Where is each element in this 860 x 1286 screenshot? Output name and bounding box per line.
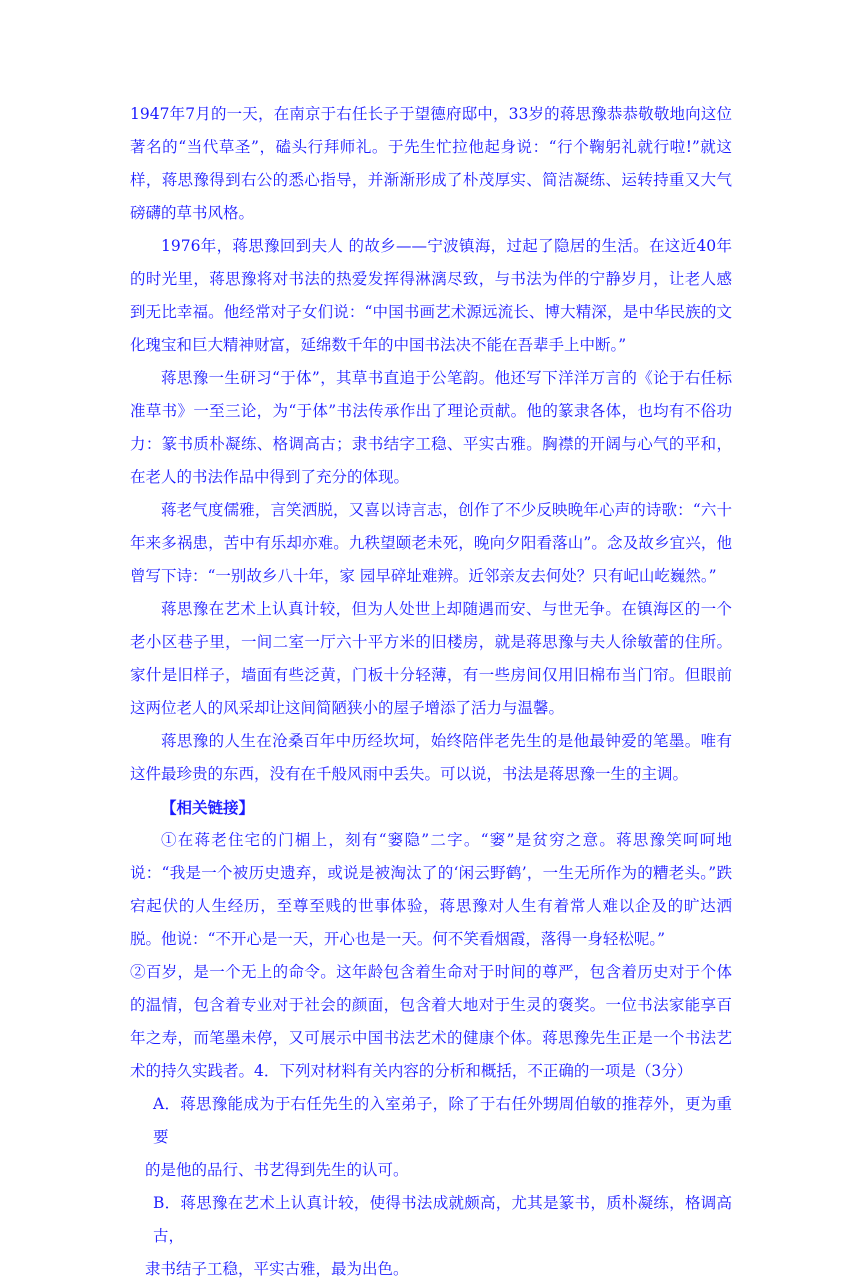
related-links-heading: 【相关链接】 — [161, 798, 255, 817]
option-a-line-2: 的是他的品行、书艺得到先生的认可。 — [145, 1161, 409, 1179]
paragraph-6: 蒋思豫的人生在沧桑百年中历经坎坷，始终陪伴老先生的是他最钟爱的笔墨。唯有这件最珍贵的东西，没有在千般风雨中丢失。可以说，书法是蒋思豫一生的主调。 — [130, 732, 732, 783]
option-a-line-1: A．蒋思豫能成为于右任先生的入室弟子，除了于右任外甥周伯敏的推荐外，更为重要 — [153, 1095, 732, 1146]
option-b-line-1: B．蒋思豫在艺术上认真计较，使得书法成就颇高，尤其是篆书，质朴凝练，格调高古， — [153, 1194, 732, 1245]
related-link-1: ①在蒋老住宅的门楣上，刻有“窭隐”二字。“窭”是贫穷之意。蒋思豫笑呵呵地说：“我是一个被历史遗弃，或说是被淘汰了的‘闲云野鹤’，一生无所作为的糟老头。”跌宕起伏的人生经历，至尊至贱的世事体验，蒋思豫对人生有着常人难以企及的旷达洒脱。他说：“不开心是一天，开心也是一天。何不笑看烟霞，落得一身轻松呢。” — [130, 831, 732, 948]
paragraph-1: 1947年7月的一天，在南京于右任长子于望德府邸中，33岁的蒋思豫恭恭敬敬地向这位著名的“当代草圣”，磕头行拜师礼。于先生忙拉他起身说：“行个鞠躬礼就行啦!”就这样，蒋思豫得到右公的悉心指导，并渐渐形成了朴茂厚实、简洁凝练、运转持重又大气磅礴的草书风格。 — [130, 105, 732, 222]
paragraph-3: 蒋思豫一生研习“于体”，其草书直追于公笔韵。他还写下洋洋万言的《论于右任标准草书》一至三论，为“于体”书法传承作出了理论贡献。他的篆隶各体，也均有不俗功力：篆书质朴凝练、格调高古；隶书结字工稳、平实古雅。胸襟的开阔与心气的平和，在老人的书法作品中得到了充分的体现。 — [130, 369, 732, 486]
paragraph-2: 1976年，蒋思豫回到夫人 的故乡——宁波镇海，过起了隐居的生活。在这近40年的时光里，蒋思豫将对书法的热爱发挥得淋漓尽致，与书法为伴的宁静岁月，让老人感到无比幸福。他经常对子女们说：“中国书画艺术源远流长、博大精深，是中华民族的文化瑰宝和巨大精神财富，延绵数千年的中国书法决不能在吾辈手上中断。” — [130, 237, 732, 354]
paragraph-5: 蒋思豫在艺术上认真计较，但为人处世上却随遇而安、与世无争。在镇海区的一个老小区巷子里，一间二室一厅六十平方米的旧楼房，就是蒋思豫与夫人徐敏蕾的住所。家什是旧样子，墙面有些泛黄，门板十分轻薄，有一些房间仅用旧棉布当门帘。但眼前这两位老人的风采却让这间简陋狭小的屋子增添了活力与温馨。 — [130, 600, 732, 717]
option-b-line-2: 隶书结子工稳，平实古雅，最为出色。 — [145, 1260, 409, 1278]
paragraph-4: 蒋老气度儒雅，言笑洒脱，又喜以诗言志，创作了不少反映晚年心声的诗歌：“六十年来多祸患，苦中有乐却亦难。九秩望颐老未死，晚向夕阳看落山”。念及故乡宜兴，他曾写下诗：“一别故乡八十年，家 园早碎址难辨。近邻亲友去何处？只有屺山屹巍然。” — [130, 501, 732, 585]
related-link-2: ②百岁，是一个无上的命令。这年龄包含着生命对于时间的尊严，包含着历史对于个体的温情，包含着专业对于社会的颜面，包含着大地对于生灵的褒奖。一位书法家能享百年之寿，而笔墨未停，又可展示中国书法艺术的健康个体。蒋思豫先生正是一个书法艺术的持久实践者。4．下列对材料有关内容的分析和概括，不正确的一项是（3分） — [130, 963, 732, 1080]
document-body — [130, 98, 732, 1286]
